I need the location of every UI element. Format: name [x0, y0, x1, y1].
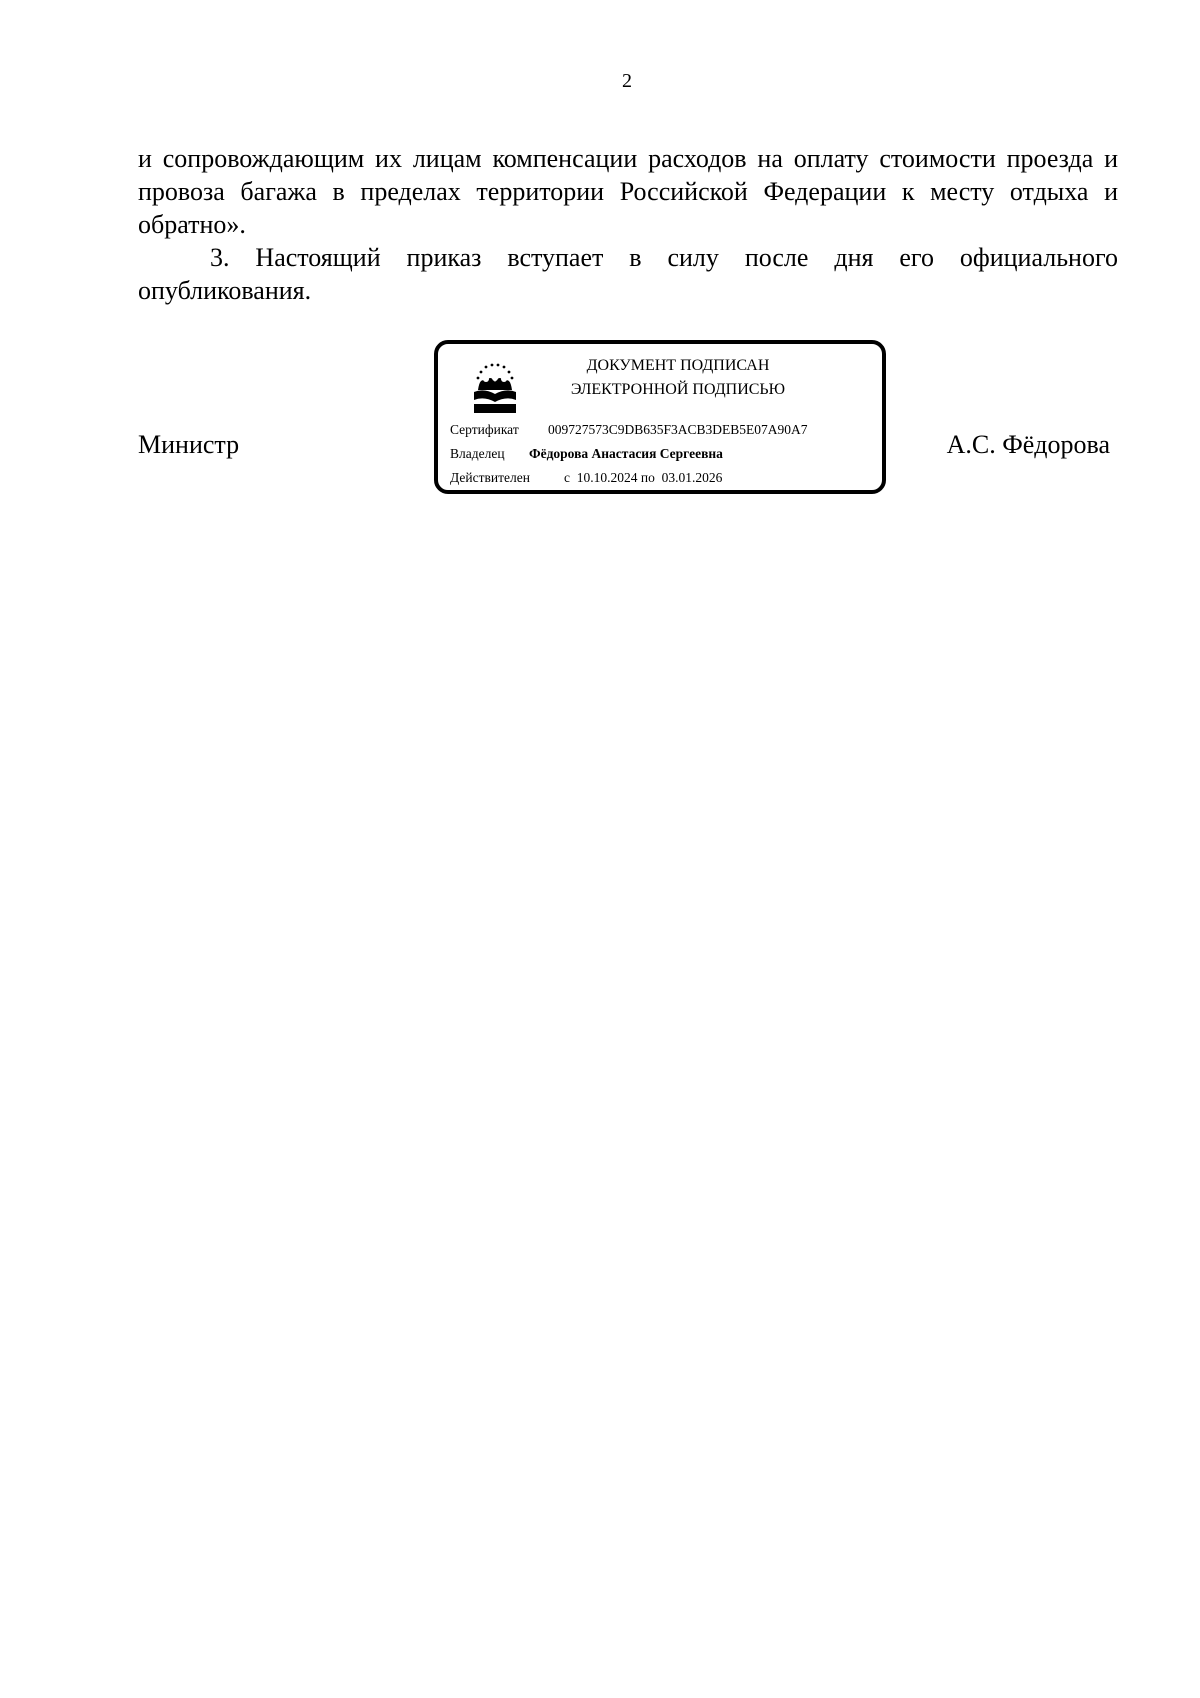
certificate-value: 009727573C9DB635F3ACB3DEB5E07A90A7 — [548, 422, 808, 437]
stamp-validity-row — [450, 470, 722, 486]
stamp-title — [548, 354, 808, 402]
valid-to-date: 03.01.2026 — [661, 470, 723, 485]
owner-value: Фёдорова Анастасия Сергеевна — [529, 446, 723, 461]
paragraph-item-3: 3. Настоящий приказ вступает в силу после дня его официального опубликования. — [138, 243, 1118, 305]
certificate-label: Сертификат — [450, 422, 519, 437]
paragraph-continuation: и сопровождающим их лицам компенсации расходов на оплату стоимости проезда и провоза багажа в пределах территории Российской Федерации к месту отдыха и обратно». — [138, 144, 1118, 239]
page-number: 2 — [622, 70, 632, 92]
signer-role: Министр — [138, 430, 240, 459]
valid-label: Действителен — [450, 470, 530, 485]
valid-to-prefix: по — [640, 470, 655, 485]
stamp-owner-row — [450, 446, 723, 462]
electronic-signature-stamp — [434, 340, 886, 494]
document-body — [138, 142, 1118, 307]
stamp-certificate-row — [450, 422, 808, 438]
owner-label: Владелец — [450, 446, 505, 461]
stamp-title-line-2: ЭЛЕКТРОННОЙ ПОДПИСЬЮ — [570, 381, 786, 398]
signer-name: А.С. Фёдорова — [946, 430, 1110, 459]
stamp-title-line-1: ДОКУМЕНТ ПОДПИСАН — [586, 357, 770, 374]
valid-from-prefix: с — [564, 470, 570, 485]
regional-coat-of-arms-icon — [468, 360, 520, 416]
valid-from-date: 10.10.2024 — [576, 470, 638, 485]
